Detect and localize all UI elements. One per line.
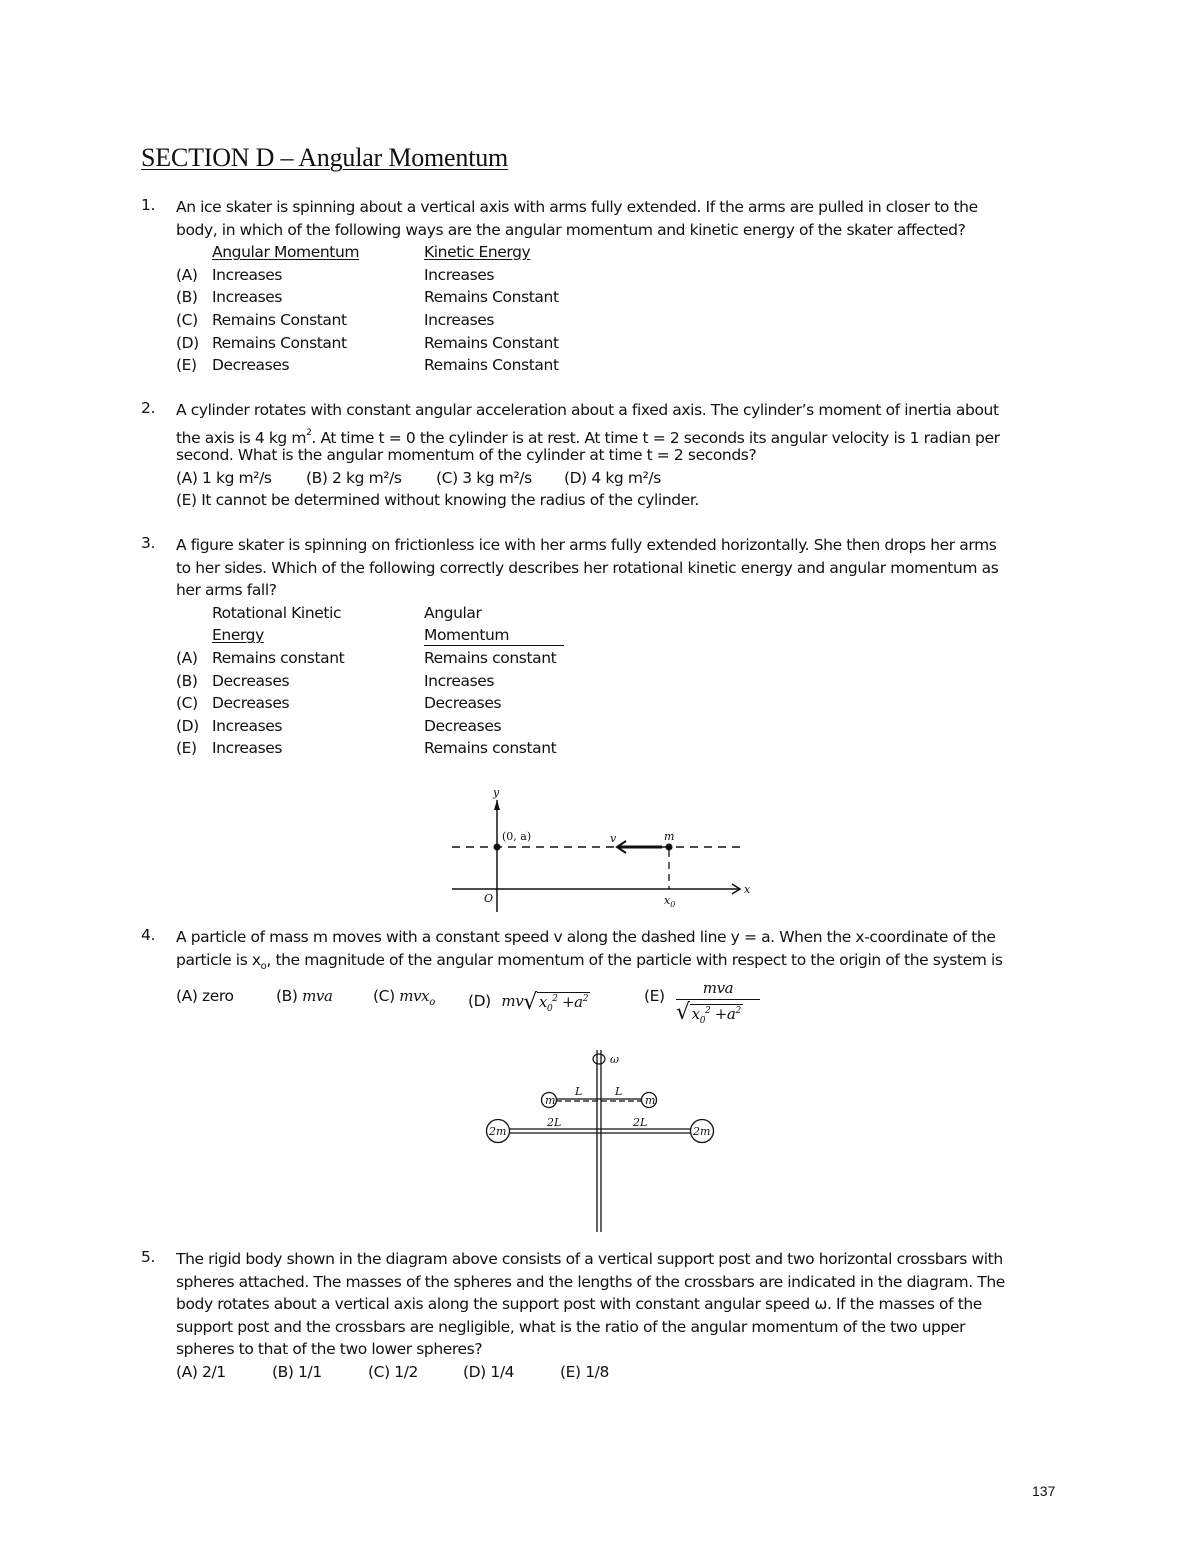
choice-col1: Remains constant xyxy=(212,648,345,667)
question-body xyxy=(176,1248,1076,1384)
rigid-body-diagram xyxy=(470,1045,730,1235)
choice-col1: Decreases xyxy=(212,671,290,690)
x0-label: $x_0$ xyxy=(664,894,676,909)
choice-e-label: (E) xyxy=(644,987,665,1005)
question-number: 4. xyxy=(141,926,155,944)
choice-col2: Decreases xyxy=(424,716,502,735)
choice-col1: Increases xyxy=(212,288,283,307)
answer-choice-row xyxy=(176,737,1076,760)
question-text-line: support post and the crossbars are negligible, what is the ratio of the angular momentum of the two upper xyxy=(176,1317,966,1336)
sqrt-icon: √ xyxy=(676,1000,690,1025)
choice-d: (D) 4 kg m²/s xyxy=(564,468,661,487)
choice-letter: (E) xyxy=(176,739,197,758)
answer-choices xyxy=(176,1361,1076,1384)
choice-letter: (D) xyxy=(176,716,199,735)
omega-label: ω xyxy=(610,1053,619,1066)
choice-letter: (D) xyxy=(176,333,199,352)
choice-col2: Increases xyxy=(424,310,495,329)
choice-col2: Decreases xyxy=(424,694,502,713)
choice-col2: Increases xyxy=(424,265,495,284)
table-header-row xyxy=(176,602,1076,625)
choice-col1: Remains Constant xyxy=(212,310,347,329)
lower-left-length: 2L xyxy=(547,1116,562,1129)
table-header: Kinetic Energy xyxy=(424,243,531,262)
table-header: Momentum xyxy=(424,626,564,646)
choice-a: (A) zero xyxy=(176,987,234,1005)
choice-col1: Increases xyxy=(212,265,283,284)
choice-a: (A) 2/1 xyxy=(176,1362,226,1381)
question-4-choices xyxy=(176,979,796,1035)
answer-choice-row xyxy=(176,647,1076,670)
answer-choice-row xyxy=(176,286,1076,309)
choice-letter: (B) xyxy=(176,288,198,307)
question-text-line: the axis is 4 kg $m^2$. At time t = 0 the cylinder is at rest. At time t = 2 seconds its angular velocity is 1 radian per xyxy=(176,427,1000,447)
section-title: SECTION D – Angular Momentum xyxy=(141,143,509,172)
choice-letter: (C) xyxy=(176,694,198,713)
table-header-row xyxy=(176,241,1076,264)
question-text-line: body, in which of the following ways are the angular momentum and kinetic energy of the skater affected? xyxy=(176,220,966,239)
question-text-line: A particle of mass m moves with a constant speed v along the dashed line y = a. When the x-coordinate of the xyxy=(176,928,996,946)
choice-a: (A) 1 kg m²/s xyxy=(176,468,272,487)
choice-c: (C) 1/2 xyxy=(368,1362,418,1381)
question-number: 3. xyxy=(141,534,155,552)
choice-letter: (A) xyxy=(176,648,198,667)
lower-right-mass: 2m xyxy=(693,1125,711,1138)
table-header: Angular Momentum xyxy=(212,243,360,262)
lower-left-mass: 2m xyxy=(489,1125,507,1138)
choice-e-fraction xyxy=(676,979,760,1026)
table-header: Angular xyxy=(424,603,482,622)
choice-col1: Increases xyxy=(212,716,283,735)
radicand: $x_0^2 +a^2$ xyxy=(538,993,589,1014)
choice-c: (C) mvx$_o$ xyxy=(373,987,435,1009)
answer-choice-row xyxy=(176,332,1076,355)
answer-choice-row xyxy=(176,715,1076,738)
rotation-arrow-icon xyxy=(593,1054,605,1064)
choice-letter: (B) xyxy=(176,671,198,690)
question-number: 1. xyxy=(141,196,155,214)
choice-e: (E) 1/8 xyxy=(560,1362,609,1381)
answer-choice-row xyxy=(176,264,1076,287)
choice-d: (D) mv√ $x_0^2 +a^2$ xyxy=(468,990,589,1015)
question-number: 2. xyxy=(141,399,155,417)
question-text-line: spheres to that of the two lower spheres? xyxy=(176,1340,483,1359)
question-body xyxy=(176,926,1076,971)
choice-col1: Increases xyxy=(212,739,283,758)
question-body xyxy=(176,196,1076,377)
y-axis-label: y xyxy=(493,786,500,799)
question-text-line: her arms fall? xyxy=(176,581,277,600)
particle-motion-diagram xyxy=(440,780,760,910)
question-text-line: A figure skater is spinning on frictionless ice with her arms fully extended horizontally. She then drops her arms xyxy=(176,536,997,554)
question-text-line: particle is $x_o$, the magnitude of the angular momentum of the particle with respect to the origin of the system is xyxy=(176,950,1003,972)
numerator: mva xyxy=(676,979,760,1000)
point-label: (0, a) xyxy=(502,830,532,843)
upper-right-mass: m xyxy=(645,1094,656,1107)
choice-c: (C) 3 kg m²/s xyxy=(436,468,532,487)
superscript: 2 xyxy=(306,427,312,438)
choice-letter: (A) xyxy=(176,265,198,284)
answer-choice-row xyxy=(176,354,1076,377)
table-header-row xyxy=(176,624,1076,647)
table-header: Energy xyxy=(212,626,264,645)
question-text-line: The rigid body shown in the diagram above consists of a vertical support post and two horizontal crossbars with xyxy=(176,1250,1003,1268)
upper-left-length: L xyxy=(575,1085,583,1098)
mass-label: m xyxy=(664,830,675,843)
answer-choice-row xyxy=(176,309,1076,332)
table-header: Rotational Kinetic xyxy=(212,603,342,622)
question-text-line: to her sides. Which of the following correctly describes her rotational kinetic energy and angular momentum as xyxy=(176,558,999,577)
answer-choice-row xyxy=(176,692,1076,715)
origin-label: O xyxy=(484,892,494,905)
question-text-line: An ice skater is spinning about a vertical axis with arms fully extended. If the arms are pulled in closer to the xyxy=(176,198,978,216)
choice-col2: Remains constant xyxy=(424,739,557,758)
choice-col2: Remains Constant xyxy=(424,333,559,352)
question-text-line: A cylinder rotates with constant angular acceleration about a fixed axis. The cylinder’s moment of inertia about xyxy=(176,401,999,419)
choice-col2: Remains Constant xyxy=(424,356,559,375)
page-number: 137 xyxy=(1032,1483,1056,1499)
x-axis-label: x xyxy=(744,883,751,896)
velocity-label: v xyxy=(610,832,617,845)
upper-right-length: L xyxy=(615,1085,623,1098)
choice-col2: Increases xyxy=(424,671,495,690)
question-number: 5. xyxy=(141,1248,155,1266)
upper-left-mass: m xyxy=(545,1094,556,1107)
choice-col2: Remains constant xyxy=(424,648,557,667)
choice-letter: (C) xyxy=(176,310,198,329)
subscript: o xyxy=(260,960,267,972)
question-text-line: spheres attached. The masses of the spheres and the lengths of the crossbars are indicated in the diagram. The xyxy=(176,1272,1005,1291)
choice-col2: Remains Constant xyxy=(424,288,559,307)
answer-choices xyxy=(176,467,1076,490)
choice-b: (B) 1/1 xyxy=(272,1362,322,1381)
choice-letter: (E) xyxy=(176,356,197,375)
choice-e: (E) It cannot be determined without knowing the radius of the cylinder. xyxy=(176,491,699,510)
choice-d: (D) 1/4 xyxy=(463,1362,515,1381)
question-text-line: second. What is the angular momentum of the cylinder at time t = 2 seconds? xyxy=(176,446,757,465)
choice-b: (B) 2 kg m²/s xyxy=(306,468,402,487)
choice-b: (B) mva xyxy=(276,987,333,1005)
question-text-line: body rotates about a vertical axis along the support post with constant angular speed ω. If the masses of the xyxy=(176,1295,982,1314)
choice-col1: Decreases xyxy=(212,356,290,375)
answer-choice-row xyxy=(176,670,1076,693)
lower-right-length: 2L xyxy=(633,1116,648,1129)
sqrt-icon: √ xyxy=(523,990,537,1015)
choice-col1: Remains Constant xyxy=(212,333,347,352)
question-body xyxy=(176,534,1076,760)
question-body xyxy=(176,399,1076,512)
denominator: √ $x_0^2 +a^2$ xyxy=(676,1000,741,1026)
choice-col1: Decreases xyxy=(212,694,290,713)
